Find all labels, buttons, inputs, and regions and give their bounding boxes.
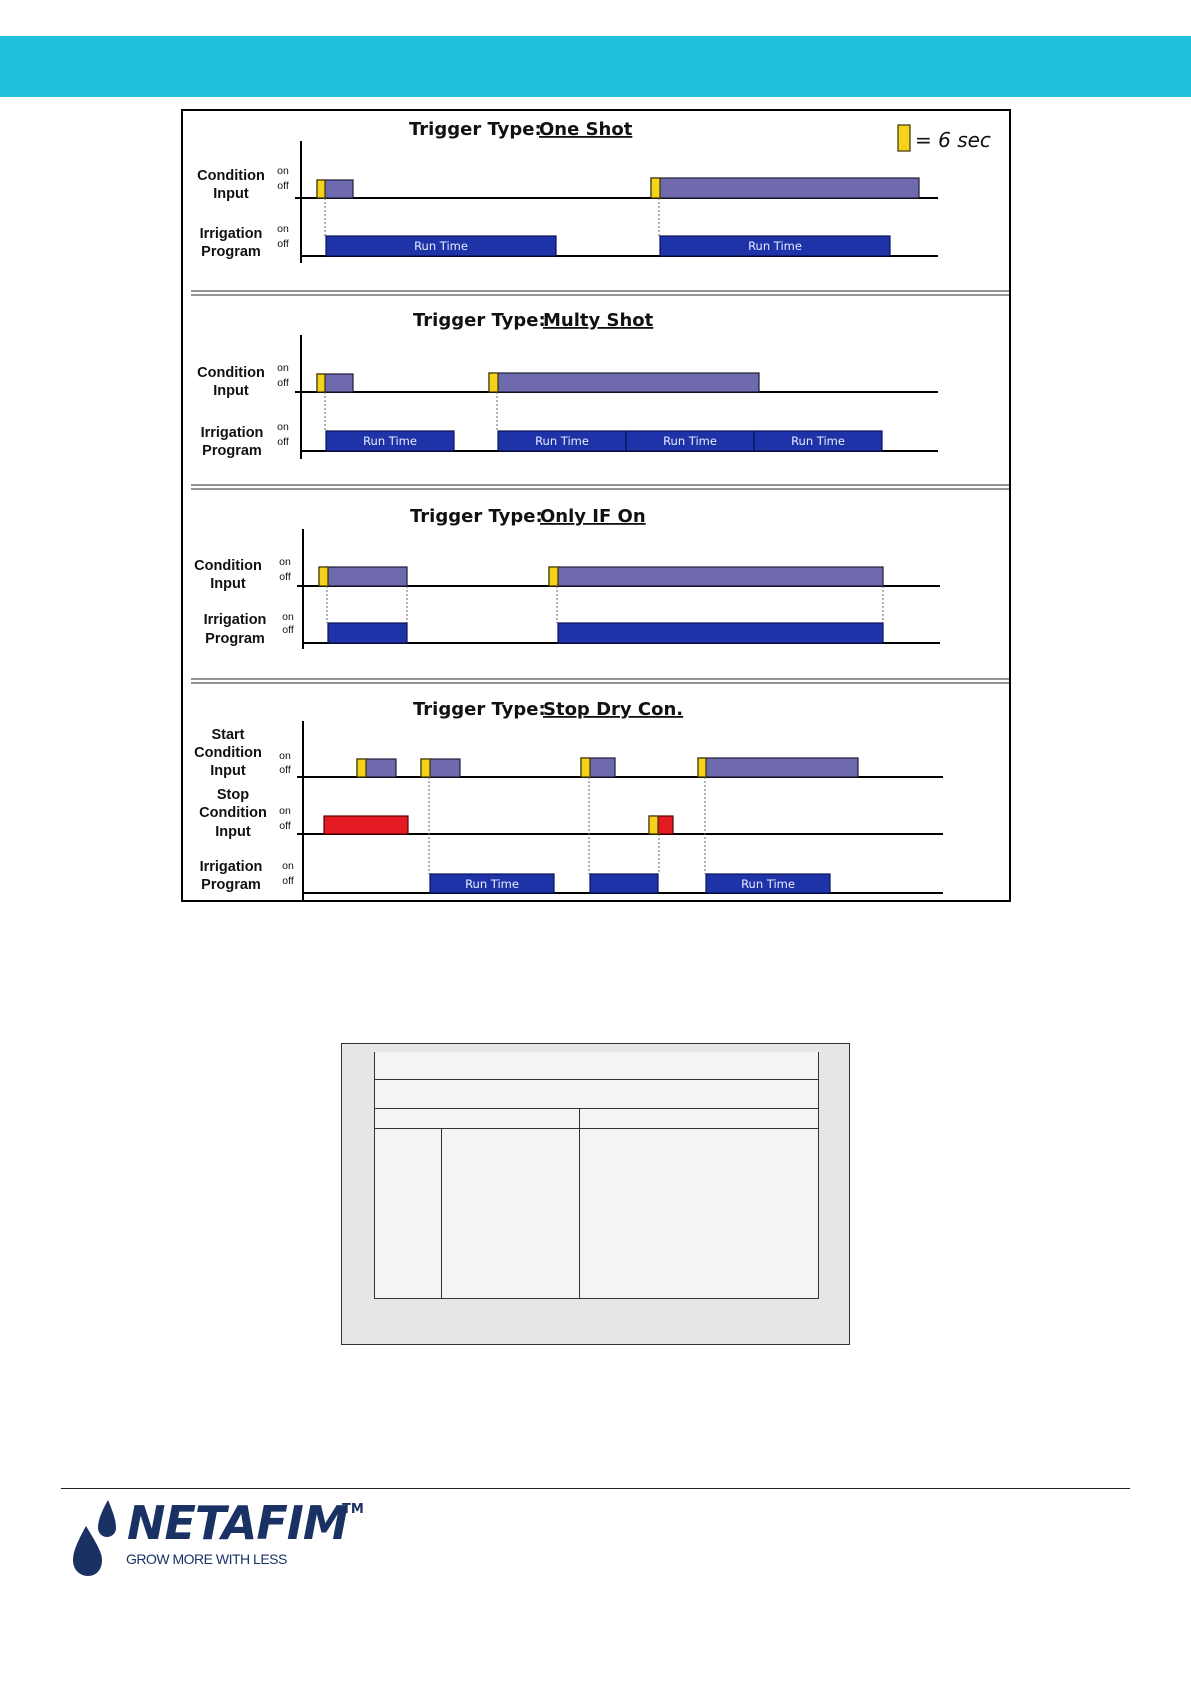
svg-text:off: off [282, 624, 294, 636]
svg-text:Input: Input [210, 763, 246, 779]
svg-text:Input: Input [213, 186, 249, 202]
svg-text:off: off [277, 436, 289, 448]
panel-title-name: Multy Shot [543, 310, 654, 331]
svg-text:off: off [277, 377, 289, 389]
brand-name: NETAFIM [127, 1496, 348, 1550]
svg-text:off: off [277, 238, 289, 250]
trigger-type-diagram [181, 109, 1011, 902]
svg-text:Irrigation: Irrigation [203, 612, 267, 628]
header-band [0, 36, 1191, 97]
svg-text:on: on [282, 860, 294, 872]
svg-text:Condition: Condition [194, 745, 262, 761]
panel-one-shot [197, 119, 938, 263]
svg-text:on: on [282, 611, 294, 623]
svg-text:Run Time: Run Time [465, 877, 519, 891]
svg-text:on: on [279, 805, 291, 817]
svg-text:Run Time: Run Time [363, 434, 417, 448]
svg-text:Run Time: Run Time [741, 877, 795, 891]
svg-text:off: off [282, 875, 294, 887]
panel-title-prefix: Trigger Type: [413, 699, 546, 720]
svg-text:Input: Input [215, 824, 251, 840]
legend-text: = 6 sec [915, 128, 991, 152]
svg-text:on: on [277, 165, 289, 177]
svg-text:on: on [277, 362, 289, 374]
svg-text:Program: Program [201, 877, 261, 893]
svg-text:Irrigation: Irrigation [199, 859, 263, 875]
panel-title-prefix: Trigger Type: [413, 310, 546, 331]
svg-text:Condition: Condition [197, 168, 265, 184]
footer-rule [61, 1488, 1130, 1489]
svg-text:Run Time: Run Time [535, 434, 589, 448]
svg-text:on: on [279, 556, 291, 568]
svg-text:Condition: Condition [194, 558, 262, 574]
svg-text:Run Time: Run Time [791, 434, 845, 448]
panel-title-name: Stop Dry Con. [543, 699, 684, 720]
svg-text:Start: Start [211, 727, 245, 743]
svg-text:Irrigation: Irrigation [200, 425, 264, 441]
svg-text:Program: Program [202, 443, 262, 459]
panel-title-name: Only IF On [540, 506, 646, 527]
svg-text:off: off [279, 764, 291, 776]
panel-title-prefix: Trigger Type: [409, 119, 542, 140]
settings-table-grid [374, 1052, 819, 1299]
svg-text:on: on [277, 421, 289, 433]
svg-text:on: on [279, 750, 291, 762]
water-drop-icon [70, 1500, 130, 1580]
svg-text:Program: Program [201, 244, 261, 260]
svg-text:Irrigation: Irrigation [199, 226, 263, 242]
brand-slogan: GROW MORE WITH LESS [126, 1551, 287, 1567]
svg-text:Program: Program [205, 631, 265, 647]
panel-only-if-on [194, 506, 940, 649]
svg-text:Run Time: Run Time [748, 239, 802, 253]
svg-text:Stop: Stop [216, 787, 250, 803]
svg-text:off: off [279, 571, 291, 583]
panel-title-name: One Shot [539, 119, 633, 140]
netafim-logo [70, 1496, 370, 1580]
legend-swatch [898, 125, 910, 151]
svg-text:off: off [277, 180, 289, 192]
svg-text:off: off [279, 820, 291, 832]
panel-multy-shot [197, 310, 938, 459]
svg-text:Input: Input [213, 383, 249, 399]
svg-text:Input: Input [210, 576, 246, 592]
screen-placeholder [341, 1043, 850, 1345]
svg-text:Run Time: Run Time [663, 434, 717, 448]
panel-title-prefix: Trigger Type: [410, 506, 543, 527]
panel-stop-dry-con [194, 699, 943, 900]
svg-text:Condition: Condition [197, 365, 265, 381]
svg-text:Run Time: Run Time [414, 239, 468, 253]
svg-text:Condition: Condition [199, 805, 267, 821]
svg-text:on: on [277, 223, 289, 235]
brand-trademark: TM [342, 1502, 364, 1517]
